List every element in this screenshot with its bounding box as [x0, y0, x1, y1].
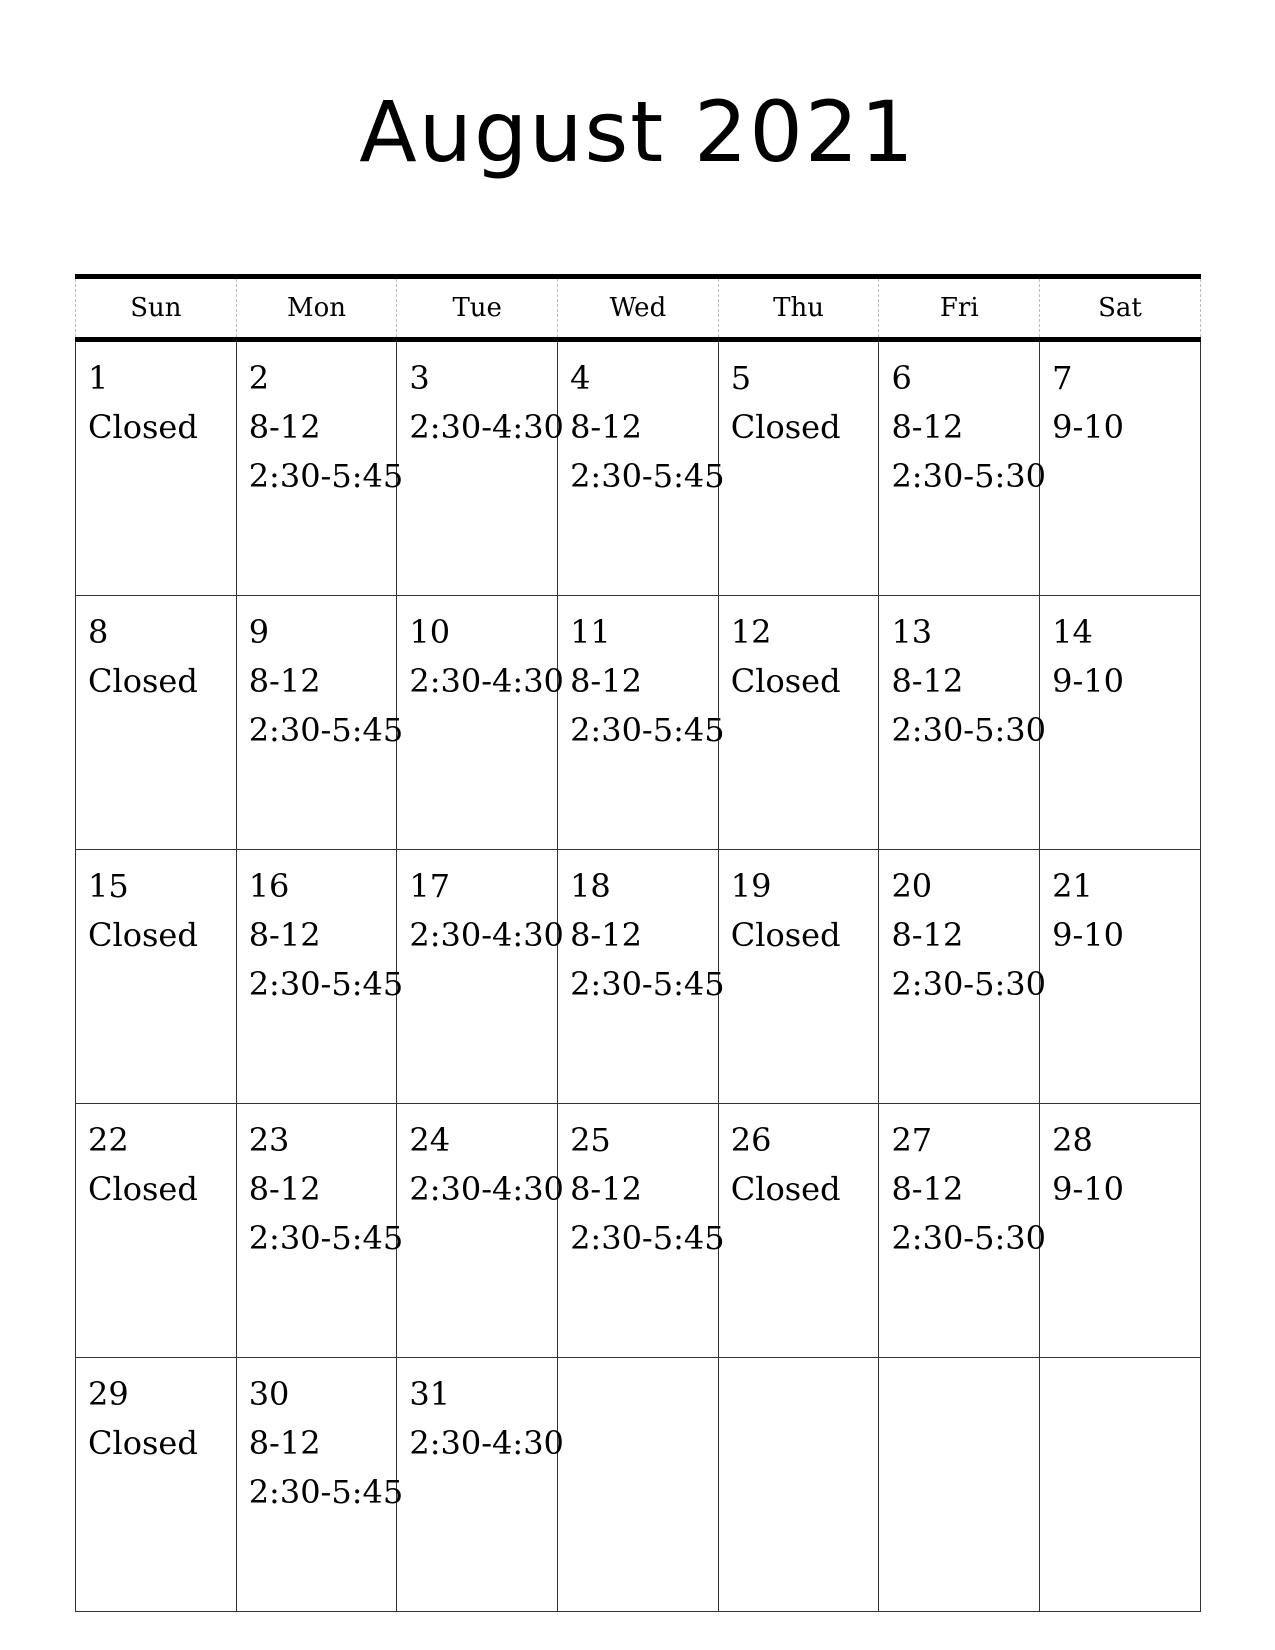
closed-label: Closed — [730, 408, 841, 446]
closed-label: Closed — [88, 916, 198, 954]
hours-text: 2:30-4:30 — [409, 408, 564, 446]
day-number: 24 — [409, 1121, 451, 1159]
day-cell — [558, 596, 725, 850]
week-row — [76, 1358, 1201, 1612]
day-number: 14 — [1052, 613, 1093, 651]
hours-text: 2:30-5:45 — [248, 711, 404, 749]
hours-text: 8-12 — [248, 1424, 321, 1462]
day-number: 7 — [1052, 359, 1073, 397]
day-cell — [718, 1104, 879, 1358]
day-number: 17 — [409, 867, 451, 905]
day-cell — [879, 596, 1046, 850]
day-number: 1 — [88, 359, 109, 397]
day-cell — [1040, 1104, 1201, 1358]
day-cell — [718, 850, 879, 1104]
day-number: 6 — [891, 359, 912, 397]
hours-text: 8-12 — [891, 408, 964, 446]
weekday-header: Sat — [1040, 277, 1201, 340]
hours-text: 2:30-5:30 — [891, 1219, 1046, 1257]
hours-text: 2:30-5:45 — [248, 1473, 404, 1511]
hours-text: 2:30-4:30 — [409, 1424, 564, 1462]
hours-text: 8-12 — [248, 1170, 321, 1208]
day-cell — [76, 596, 237, 850]
day-cell — [397, 596, 564, 850]
day-cell — [558, 1104, 725, 1358]
day-number: 16 — [248, 867, 290, 905]
hours-text: 8-12 — [570, 916, 642, 954]
calendar-body — [76, 340, 1201, 1612]
day-cell — [718, 340, 879, 596]
day-number: 2 — [248, 359, 270, 397]
hours-text: 9-10 — [1052, 408, 1125, 446]
day-cell — [718, 1358, 879, 1612]
hours-text: 8-12 — [891, 916, 964, 954]
hours-text: 2:30-5:30 — [891, 711, 1046, 749]
calendar-title: August 2021 — [359, 83, 916, 181]
closed-label: Closed — [88, 1424, 198, 1462]
day-cell — [397, 1104, 564, 1358]
day-number: 11 — [570, 613, 611, 651]
closed-label: Closed — [730, 662, 841, 700]
day-cell — [879, 340, 1046, 596]
day-number: 30 — [248, 1375, 290, 1413]
hours-text: 2:30-5:30 — [891, 457, 1046, 495]
hours-text: 8-12 — [570, 1170, 642, 1208]
weekday-header: Thu — [718, 277, 879, 340]
weekday-header: Wed — [558, 277, 719, 340]
day-cell — [558, 1358, 719, 1612]
week-row — [76, 850, 1201, 1104]
day-cell — [558, 340, 725, 596]
hours-text: 9-10 — [1052, 1170, 1125, 1208]
hours-text: 8-12 — [570, 662, 642, 700]
closed-label: Closed — [88, 408, 198, 446]
day-cell — [558, 850, 725, 1104]
day-number: 3 — [409, 359, 430, 397]
day-number: 8 — [88, 613, 109, 651]
day-number: 5 — [730, 359, 752, 397]
day-number: 20 — [891, 867, 933, 905]
day-cell — [397, 340, 564, 596]
closed-label: Closed — [730, 916, 841, 954]
day-cell — [236, 850, 404, 1104]
day-number: 15 — [88, 867, 129, 905]
day-number: 21 — [1052, 867, 1093, 905]
hours-text: 2:30-5:45 — [248, 965, 404, 1003]
weekday-header: Fri — [879, 277, 1040, 340]
hours-text: 2:30-5:45 — [570, 457, 725, 495]
hours-text: 8-12 — [891, 1170, 964, 1208]
day-cell — [397, 850, 564, 1104]
hours-text: 2:30-5:45 — [570, 1219, 725, 1257]
day-cell — [397, 1358, 564, 1612]
day-number: 27 — [891, 1121, 933, 1159]
day-cell — [1040, 340, 1201, 596]
day-number: 28 — [1052, 1121, 1093, 1159]
weekday-header: Mon — [236, 277, 397, 340]
hours-text: 9-10 — [1052, 662, 1125, 700]
day-number: 31 — [409, 1375, 451, 1413]
hours-text: 8-12 — [248, 408, 321, 446]
closed-label: Closed — [730, 1170, 841, 1208]
weekday-header: Sun — [76, 277, 237, 340]
hours-text: 2:30-5:45 — [248, 1219, 404, 1257]
day-cell — [1040, 596, 1201, 850]
day-number: 26 — [730, 1121, 772, 1159]
day-number: 29 — [88, 1375, 129, 1413]
closed-label: Closed — [88, 1170, 198, 1208]
day-number: 4 — [570, 359, 591, 397]
calendar-grid — [75, 274, 1201, 1612]
hours-text: 2:30-5:45 — [570, 711, 725, 749]
hours-text: 8-12 — [891, 662, 964, 700]
day-number: 18 — [570, 867, 611, 905]
day-number: 9 — [248, 613, 270, 651]
weekday-header: Tue — [397, 277, 558, 340]
day-cell — [879, 1358, 1040, 1612]
day-cell — [76, 340, 237, 596]
day-number: 22 — [88, 1121, 129, 1159]
day-cell — [76, 850, 237, 1104]
week-row — [76, 340, 1201, 596]
hours-text: 8-12 — [248, 662, 321, 700]
week-row — [76, 596, 1201, 850]
hours-text: 2:30-4:30 — [409, 916, 564, 954]
day-cell — [718, 596, 879, 850]
day-number: 23 — [248, 1121, 290, 1159]
weekday-header-row — [76, 277, 1201, 340]
day-cell — [879, 850, 1046, 1104]
day-cell — [236, 1358, 404, 1612]
hours-text: 2:30-4:30 — [409, 662, 564, 700]
day-number: 19 — [730, 867, 772, 905]
day-cell — [76, 1358, 237, 1612]
closed-label: Closed — [88, 662, 198, 700]
day-cell — [1040, 850, 1201, 1104]
day-cell — [76, 1104, 237, 1358]
hours-text: 9-10 — [1052, 916, 1125, 954]
day-number: 13 — [891, 613, 933, 651]
hours-text: 2:30-4:30 — [409, 1170, 564, 1208]
hours-text: 2:30-5:30 — [891, 965, 1046, 1003]
day-cell — [236, 1104, 404, 1358]
day-cell — [236, 596, 404, 850]
day-cell — [1040, 1358, 1201, 1612]
hours-text: 8-12 — [248, 916, 321, 954]
hours-text: 2:30-5:45 — [248, 457, 404, 495]
day-cell — [236, 340, 404, 596]
day-number: 25 — [570, 1121, 611, 1159]
hours-text: 8-12 — [570, 408, 642, 446]
day-number: 10 — [409, 613, 451, 651]
day-number: 12 — [730, 613, 772, 651]
day-cell — [879, 1104, 1046, 1358]
week-row — [76, 1104, 1201, 1358]
hours-text: 2:30-5:45 — [570, 965, 725, 1003]
